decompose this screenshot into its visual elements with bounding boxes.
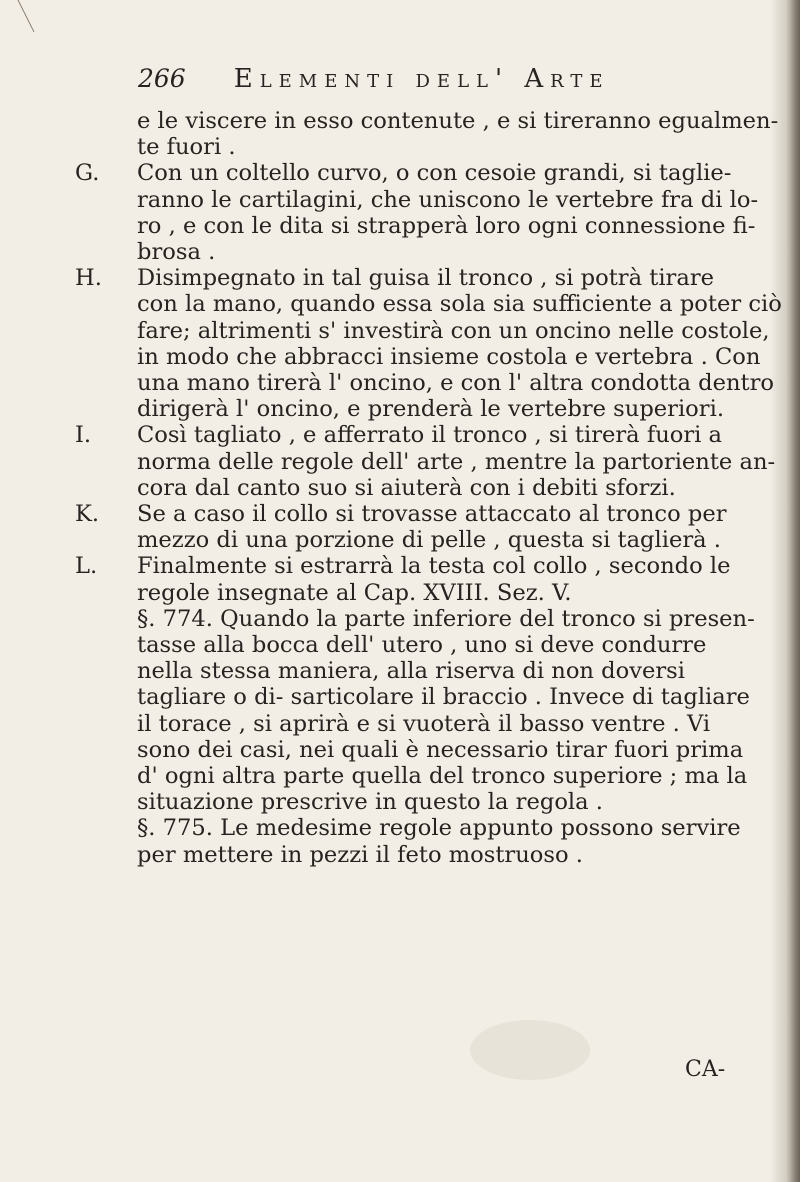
text-line: cora dal canto suo si aiuterà con i debiti sforzi. (137, 474, 676, 501)
body-text (75, 108, 782, 868)
paragraph-continuation (103, 108, 779, 161)
text-line: e le viscere in esso contenute , e si tireranno egualmen- (137, 108, 779, 134)
text-line: in questo la regola . (375, 789, 603, 816)
text-line: una mano tirerà l' oncino, e con l' altra condotta dentro (137, 370, 775, 397)
text-line: sarticolare il braccio . Invece di tagliare il torace , si (137, 684, 750, 737)
paragraph-k (75, 501, 765, 554)
text-line: quali è necessario tirar fuori prima d' ogni altra parte (137, 736, 744, 790)
page-header (138, 64, 628, 100)
text-line: regole insegnate al Cap. XVIII. Sez. V. (137, 579, 572, 606)
paragraph-marker: L. (75, 553, 98, 580)
text-line: quella del tronco superiore ; ma la situazione prescrive (137, 763, 748, 816)
text-line: ro , e con le dita si strapperà loro ogni connessione fi- (137, 212, 756, 239)
paragraph-marker: G. (75, 160, 100, 187)
text-line: tasse alla bocca dell' utero , uno si deve condurre nella (137, 632, 707, 685)
running-title: Elementi dell' Arte (233, 64, 610, 94)
paragraph-marker: K. (75, 501, 100, 528)
paragraph-i (75, 422, 776, 501)
text-line: ranno le cartilagini, che uniscono le vertebre fra di lo- (137, 186, 759, 213)
text-line: aprirà e si vuoterà il basso ventre . Vi sono dei casi, nei (137, 710, 711, 763)
text-line: norma delle regole dell' arte , mentre la partoriente an- (137, 448, 776, 475)
paragraph-g (75, 160, 765, 266)
catchword: CA- (685, 1057, 726, 1082)
text-line: in modo che abbracci insieme costola e vertebra . Con (137, 343, 761, 370)
paragraph-l (75, 553, 765, 606)
text-line: Con un coltello curvo, o con cesoie grandi, si taglie- (137, 160, 732, 187)
text-line: §. 775. Le medesime regole appunto possono servire (137, 815, 741, 842)
text-line: fare; altrimenti s' investirà con un oncino nelle costole, (137, 317, 770, 344)
text-line: Disimpegnato in tal guisa il tronco , si potrà tirare (137, 265, 714, 292)
text-line: Finalmente si estrarrà la testa col collo , secondo le (137, 553, 731, 580)
text-line: per mettere in pezzi il feto mostruoso . (137, 841, 583, 868)
text-line: mezzo di una porzione di pelle , questa si taglierà . (137, 527, 721, 554)
page-edge-shadow (786, 0, 800, 1182)
section-775 (103, 815, 765, 867)
paragraph-marker: I. (75, 422, 92, 449)
paragraph-h (75, 265, 782, 423)
text-line: con la mano, quando essa sola sia sufficiente a poter ciò (137, 291, 782, 318)
text-line: §. 774. Quando la parte inferiore del tronco si presen- (137, 605, 755, 632)
text-line: brosa . (137, 239, 216, 266)
text-line: te fuori . (137, 134, 236, 161)
paragraph-marker: H. (75, 265, 102, 292)
page-number: 266 (138, 64, 186, 93)
text-line: stessa maniera, alla riserva di non doversi tagliare o di- (137, 658, 685, 711)
paper-stain (470, 1020, 590, 1080)
text-line: Se a caso il collo si trovasse attaccato al tronco per (137, 501, 727, 528)
text-line: Così tagliato , e afferrato il tronco , si tirerà fuori a (137, 422, 723, 449)
text-line: dirigerà l' oncino, e prenderà le vertebre superiori. (137, 396, 724, 423)
section-774 (103, 606, 765, 816)
corner-crease (0, 0, 60, 40)
